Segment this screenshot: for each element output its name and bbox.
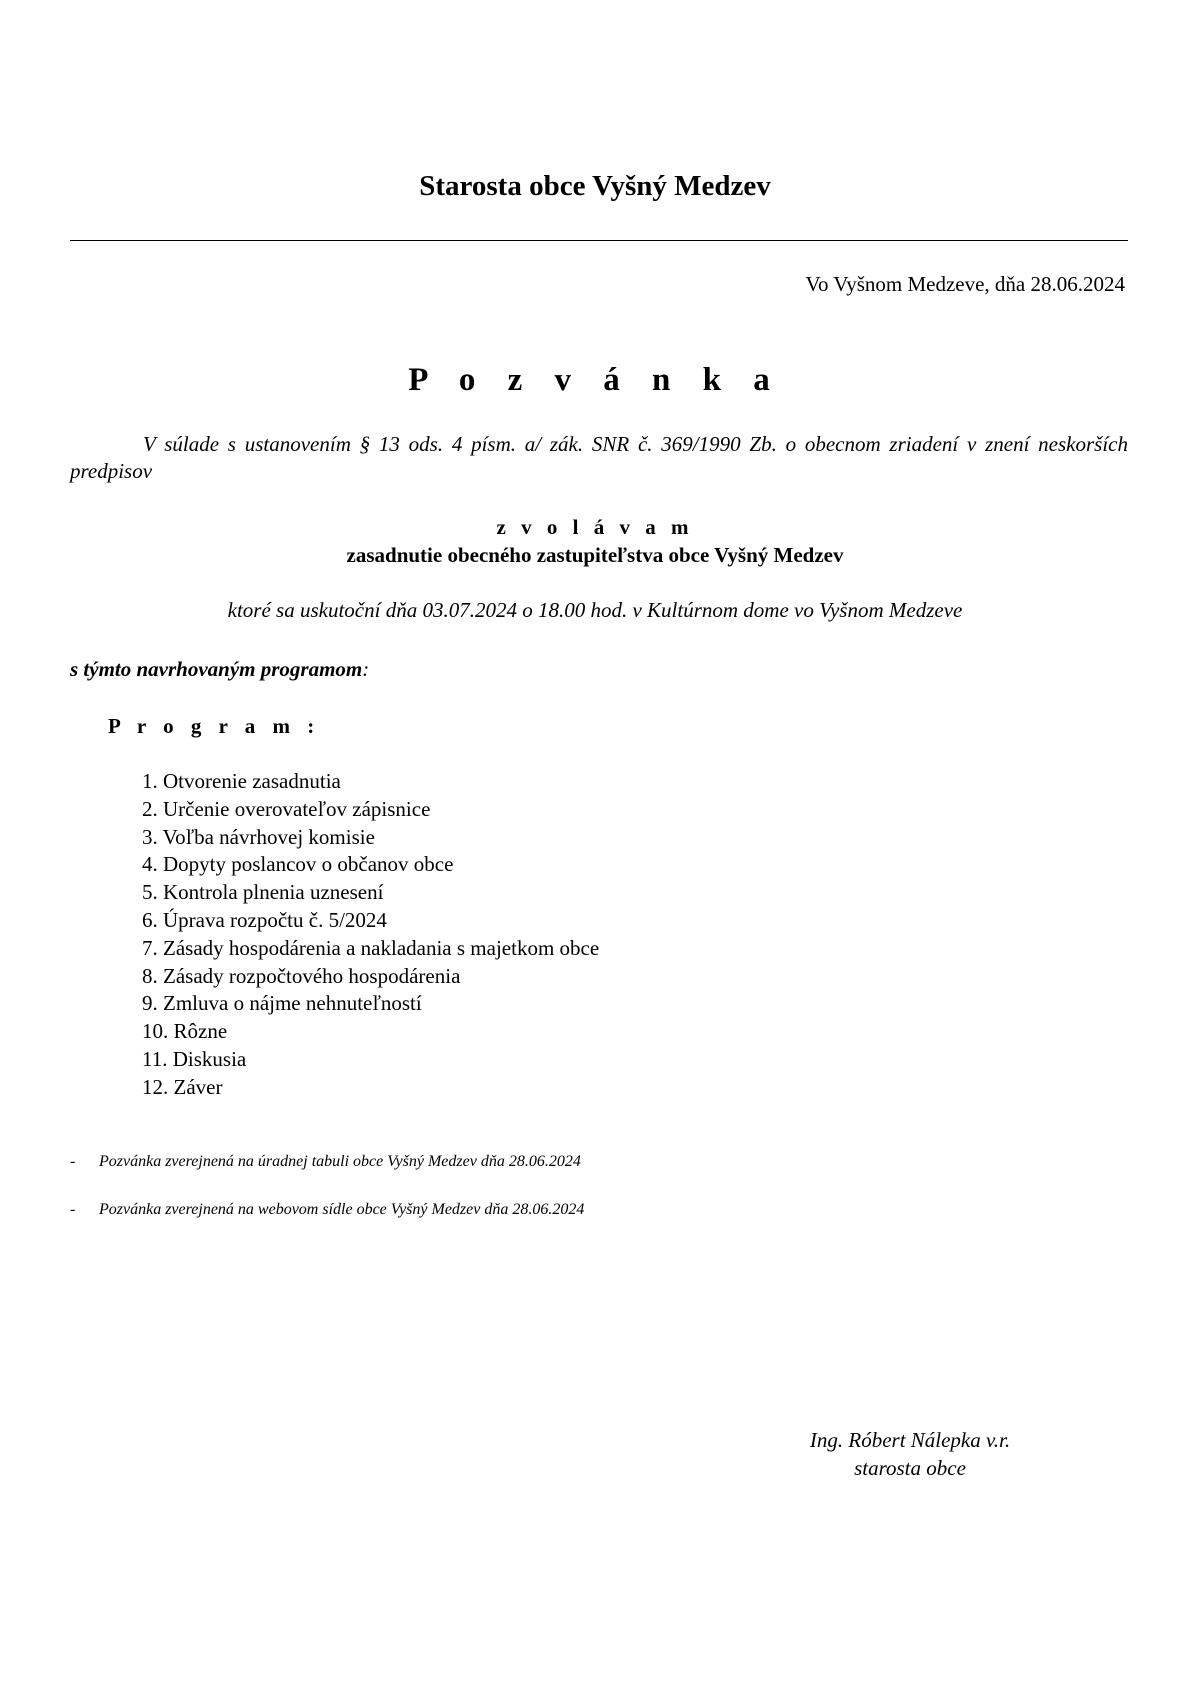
agenda-intro-text: s týmto navrhovaným programom [70,657,363,681]
meeting-date-location: ktoré sa uskutoční dňa 03.07.2024 o 18.00 hod. v Kultúrnom dome vo Vyšnom Medzeve [227,598,963,622]
signature-block [760,1426,1060,1482]
program-item: 4. Dopyty poslancov o občanov obce [142,852,454,877]
publication-note [70,1153,584,1201]
program-item: 7. Zásady hospodárenia a nakladania s majetkom obce [142,935,600,960]
publication-note [70,1201,584,1249]
note-text: Pozvánka zverejnená na webovom sídle obce Vyšný Medzev dňa 28.06.2024 [99,1201,585,1218]
document-title: P o z v á n k a [408,362,782,398]
meeting-description: zasadnutie obecného zastupiteľstva obce Vyšný Medzev [346,543,844,567]
program-item: 3. Voľba návrhovej komisie [142,824,375,849]
program-list [142,768,599,1102]
program-item: 10. Rôzne [142,1019,228,1044]
agenda-intro [70,657,369,682]
place-and-date: Vo Vyšnom Medzeve, dňa 28.06.2024 [805,272,1125,296]
signatory-role: starosta obce [854,1456,966,1480]
program-item: 2. Určenie overovateľov zápisnice [142,796,431,821]
note-dash: - [70,1153,76,1170]
note-dash: - [70,1201,76,1218]
agenda-intro-colon: : [362,657,370,681]
publication-notes [70,1153,584,1249]
convene-verb: z v o l á v a m [496,515,694,539]
program-item: 5. Kontrola plnenia uznesení [142,880,384,905]
program-item: 11. Diskusia [142,1046,247,1071]
header-divider [70,240,1128,241]
signatory-name: Ing. Róbert Nálepka v.r. [809,1428,1011,1452]
program-item: 12. Záver [142,1074,223,1099]
program-item: 6. Úprava rozpočtu č. 5/2024 [142,907,387,932]
program-item: 8. Zásady rozpočtového hospodárenia [142,963,461,988]
program-heading: P r o g r a m : [108,714,321,738]
program-item: 1. Otvorenie zasadnutia [142,769,341,793]
program-item: 9. Zmluva o nájme nehnuteľností [142,991,422,1016]
issuer-heading: Starosta obce Vyšný Medzev [419,170,771,202]
legal-basis-paragraph: V súlade s ustanovením § 13 ods. 4 písm. a/ zák. SNR č. 369/1990 Zb. o obecnom zriadení v znení neskorších predpisov [70,432,1128,483]
note-text: Pozvánka zverejnená na úradnej tabuli obce Vyšný Medzev dňa 28.06.2024 [99,1153,581,1170]
